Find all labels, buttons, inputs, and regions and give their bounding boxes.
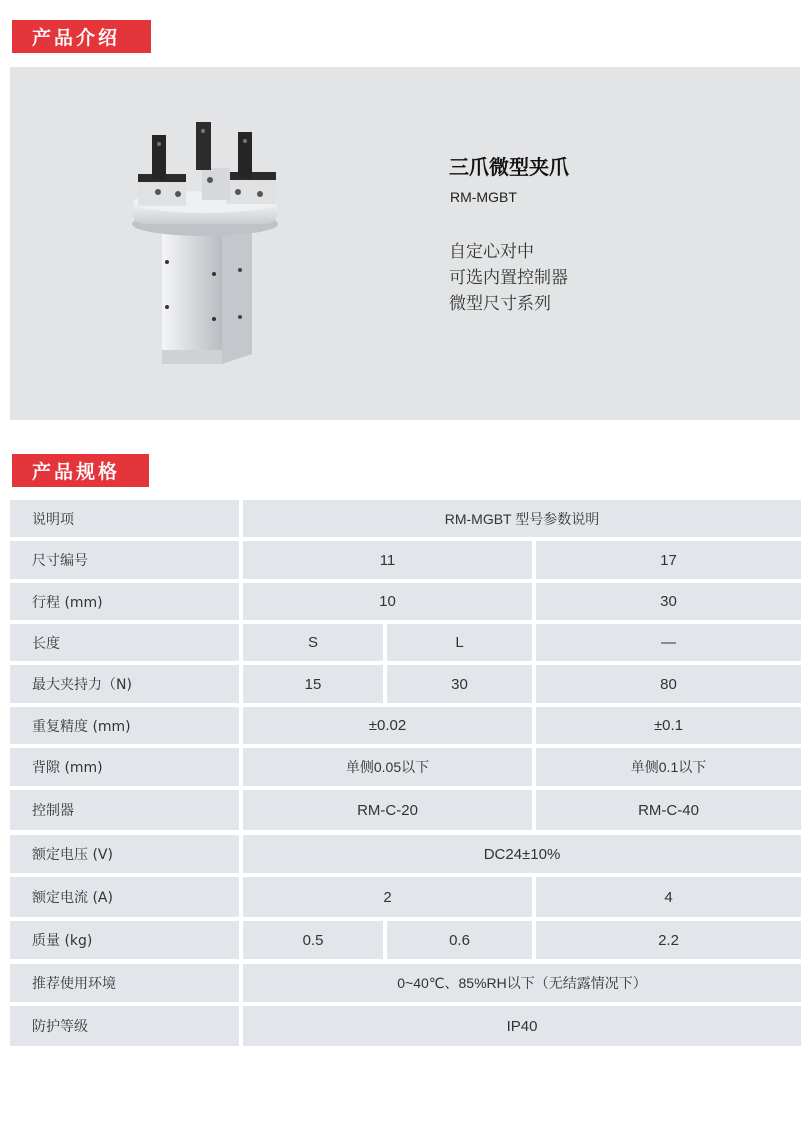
spec-cell: ±0.1	[536, 707, 801, 744]
feature-item: 微型尺寸系列	[449, 294, 551, 314]
spec-row-label: 推荐使用环境	[10, 964, 239, 1002]
section-tag-intro: 产品介绍	[12, 20, 151, 53]
spec-header-value: RM-MGBT 型号参数说明	[243, 500, 801, 537]
spec-row-label: 额定电流 (A)	[10, 877, 239, 917]
spec-cell: 80	[536, 665, 801, 703]
spec-cell: DC24±10%	[243, 835, 801, 873]
spec-cell: 17	[536, 541, 801, 579]
section-tag-specs: 产品规格	[12, 454, 149, 487]
spec-row-label: 控制器	[10, 790, 239, 830]
spec-cell: 11	[243, 541, 532, 579]
feature-item: 可选内置控制器	[449, 268, 568, 288]
spec-cell: 30	[387, 665, 532, 703]
product-hero	[10, 67, 800, 420]
spec-row-label: 行程 (mm)	[10, 583, 239, 620]
spec-row-label: 额定电压 (V)	[10, 835, 239, 873]
spec-cell: 4	[536, 877, 801, 917]
spec-row-label: 最大夹持力（N)	[10, 665, 239, 703]
spec-cell: L	[387, 624, 532, 661]
spec-row-label: 尺寸编号	[10, 541, 239, 579]
gripper-product-image	[130, 122, 290, 372]
product-title: 三爪微型夹爪	[449, 155, 569, 179]
product-model: RM-MGBT	[450, 189, 517, 205]
spec-cell: 0~40℃、85%RH以下（无结露情况下）	[243, 964, 801, 1002]
spec-cell: 30	[536, 583, 801, 620]
spec-header-label: 说明项	[10, 500, 239, 537]
product-features	[449, 239, 568, 317]
spec-row-label: 重复精度 (mm)	[10, 707, 239, 744]
spec-cell: —	[536, 624, 801, 661]
spec-cell: 2	[243, 877, 532, 917]
spec-cell: S	[243, 624, 383, 661]
spec-row-label: 背隙 (mm)	[10, 748, 239, 786]
spec-cell: RM-C-20	[243, 790, 532, 830]
spec-cell: 15	[243, 665, 383, 703]
spec-cell: RM-C-40	[536, 790, 801, 830]
spec-cell: 0.6	[387, 921, 532, 959]
spec-cell: 单侧0.05以下	[243, 748, 532, 786]
feature-item: 自定心对中	[449, 242, 534, 262]
spec-cell: 10	[243, 583, 532, 620]
spec-cell: 0.5	[243, 921, 383, 959]
spec-cell: 2.2	[536, 921, 801, 959]
spec-row-label: 长度	[10, 624, 239, 661]
spec-cell: 单侧0.1以下	[536, 748, 801, 786]
spec-row-label: 防护等级	[10, 1006, 239, 1046]
spec-cell: ±0.02	[243, 707, 532, 744]
spec-row-label: 质量 (kg)	[10, 921, 239, 959]
spec-cell: IP40	[243, 1006, 801, 1046]
